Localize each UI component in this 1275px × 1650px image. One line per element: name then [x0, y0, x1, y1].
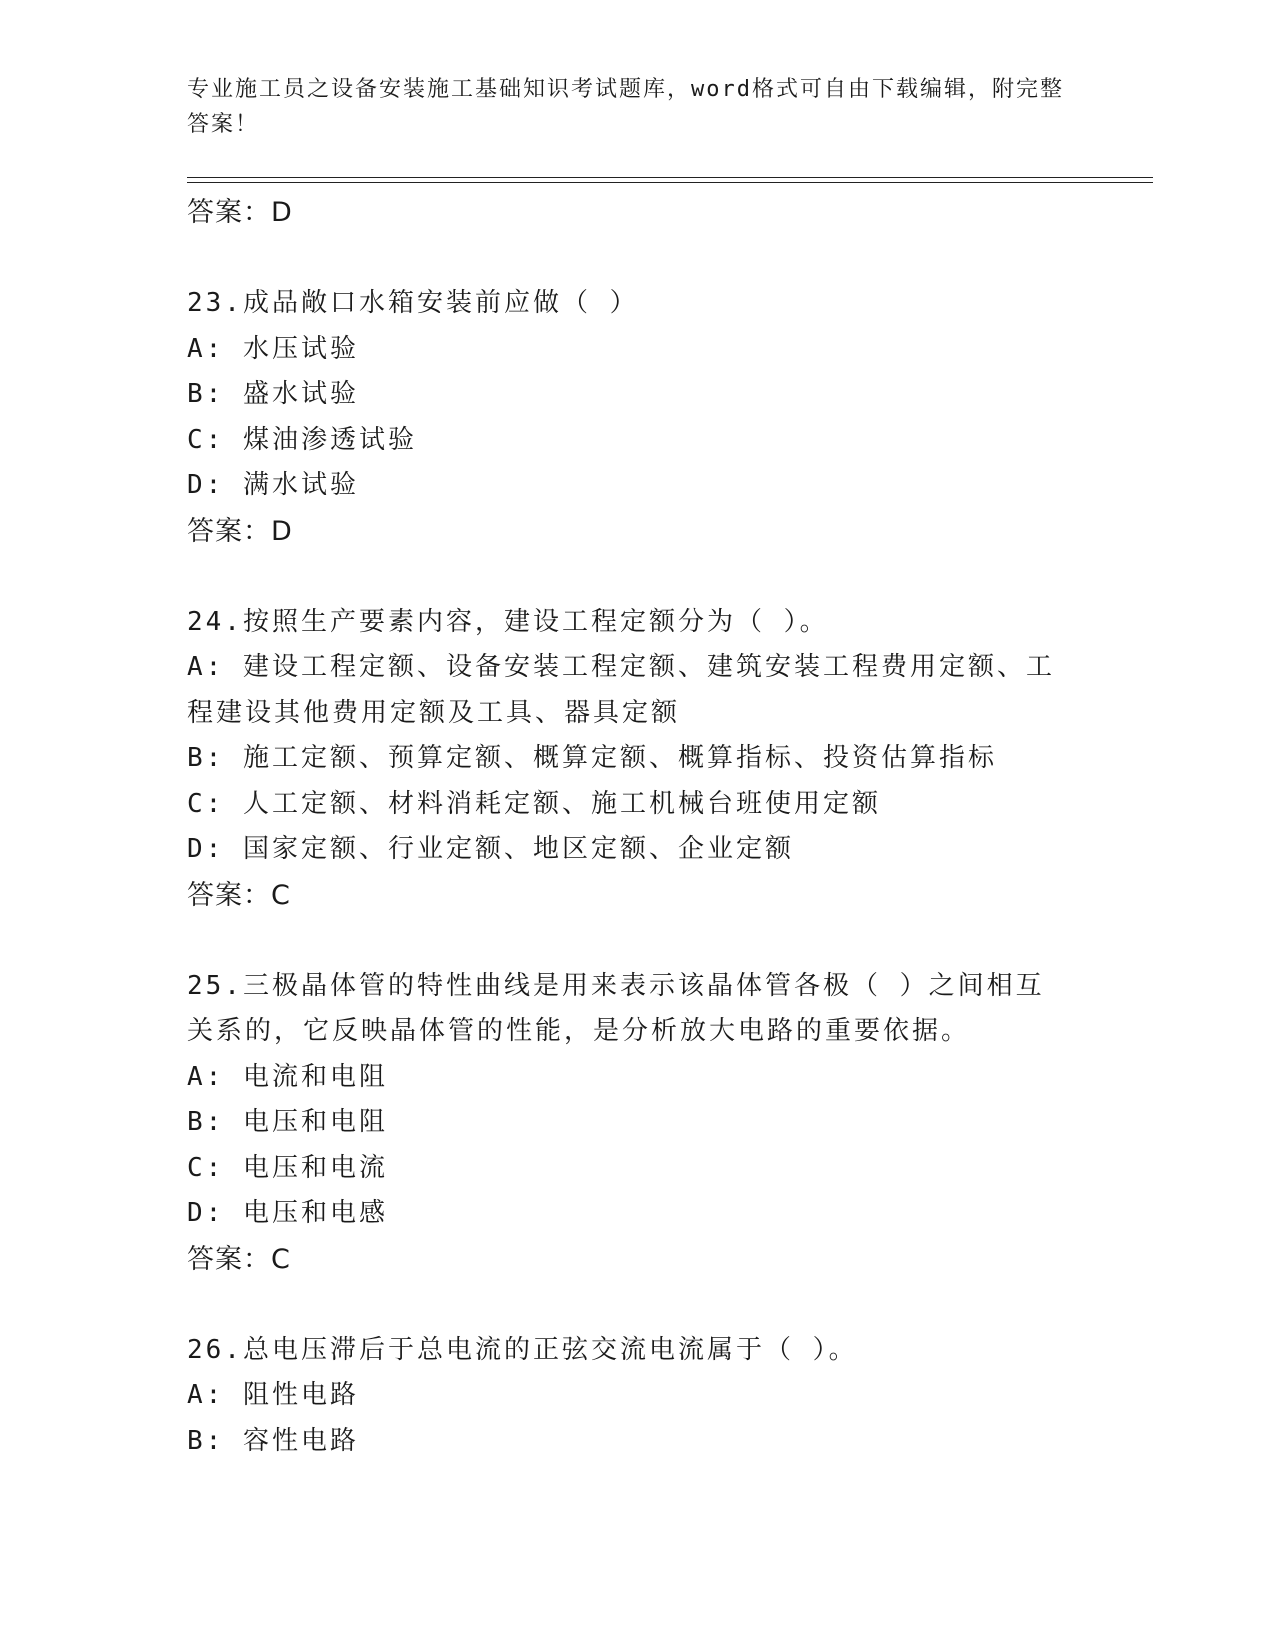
header-rule-bottom: [187, 182, 1153, 183]
option-text: 电压和电阻: [242, 1107, 388, 1137]
question-block: [187, 600, 1087, 918]
option-label: D:: [187, 470, 243, 500]
option-text: 阻性电路: [242, 1380, 359, 1410]
option-text: 电流和电阻: [242, 1061, 388, 1092]
question-block: [187, 281, 1087, 554]
option-text: 施工定额、预算定额、概算定额、概算指标、投资估算指标: [242, 743, 997, 773]
option-label: D:: [187, 1198, 243, 1228]
answer-line: 答案：D: [187, 197, 293, 228]
option-c: [187, 418, 1067, 464]
option-b: [187, 736, 1067, 782]
option-label: A:: [187, 1061, 243, 1092]
option-text: 人工定额、材料消耗定额、施工机械台班使用定额: [242, 788, 881, 819]
option-label: A:: [187, 652, 243, 682]
option-label: B:: [187, 1107, 243, 1137]
option-a: [187, 645, 1067, 736]
option-a: [187, 1373, 1067, 1419]
option-d: [187, 1191, 1067, 1237]
option-label: C:: [187, 424, 243, 455]
option-label: B:: [187, 743, 243, 773]
option-a: [187, 327, 1067, 373]
option-d: [187, 827, 1067, 873]
option-text: 国家定额、行业定额、地区定额、企业定额: [242, 834, 794, 864]
header-rule-top: [187, 177, 1153, 178]
option-text: 煤油渗透试验: [242, 424, 417, 455]
option-d: [187, 463, 1067, 509]
question-stem: 23.成品敞口水箱安装前应做（ ）: [187, 288, 639, 318]
page-header: 专业施工员之设备安装施工基础知识考试题库，word格式可自由下载编辑，附完整答案！: [187, 77, 1064, 137]
option-label: C:: [187, 1152, 243, 1183]
option-b: [187, 1419, 1067, 1465]
option-label: C:: [187, 788, 243, 819]
option-label: B:: [187, 379, 243, 409]
question-stem: 24.按照生产要素内容，建设工程定额分为（ ）。: [187, 606, 829, 637]
option-a: [187, 1055, 1067, 1101]
option-b: [187, 372, 1067, 418]
option-text: 盛水试验: [242, 379, 359, 409]
option-label: D:: [187, 834, 243, 864]
option-text: 容性电路: [242, 1425, 359, 1456]
option-label: A:: [187, 333, 243, 364]
option-c: [187, 1146, 1067, 1192]
option-c: [187, 782, 1067, 828]
question-block: [187, 1328, 1087, 1465]
question-stem: 25.三极晶体管的特性曲线是用来表示该晶体管各极（ ）之间相互关系的，它反映晶体管的性能，是分析放大电路的重要依据。: [187, 970, 1045, 1046]
option-text: 满水试验: [242, 470, 359, 500]
answer-line: 答案：D: [187, 515, 293, 547]
option-text: 电压和电感: [242, 1198, 388, 1228]
question-block: [187, 964, 1087, 1282]
question-stem: 26.总电压滞后于总电流的正弦交流电流属于（ ）。: [187, 1334, 858, 1365]
option-b: [187, 1100, 1067, 1146]
option-label: A:: [187, 1380, 243, 1410]
option-text: 建设工程定额、设备安装工程定额、建筑安装工程费用定额、工程建设其他费用定额及工具、器具定额: [187, 652, 1055, 728]
option-text: 水压试验: [242, 333, 359, 364]
option-label: B:: [187, 1425, 243, 1456]
option-text: 电压和电流: [242, 1152, 388, 1183]
question-list: [187, 190, 1087, 1464]
answer-line: 答案：C: [187, 1243, 291, 1275]
answer-line: 答案：C: [187, 879, 291, 911]
